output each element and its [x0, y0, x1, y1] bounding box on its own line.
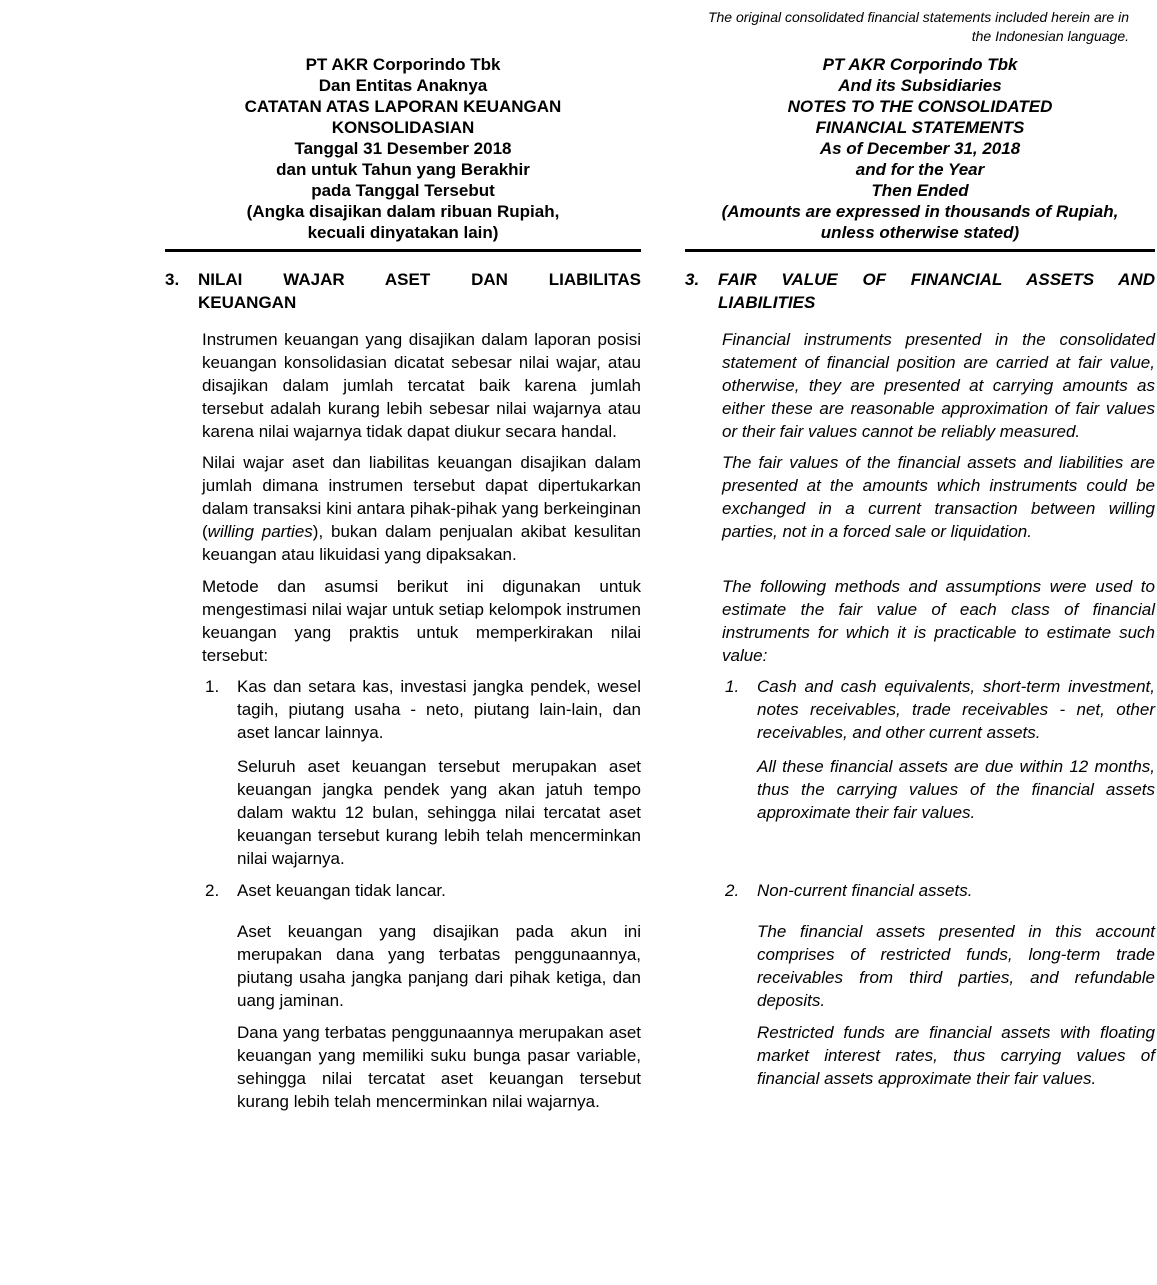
section-heading-indonesian: [165, 268, 641, 314]
list-item-1-subparagraph-row: [165, 755, 1157, 870]
header-line: PT AKR Corporindo Tbk: [822, 55, 1018, 74]
header-line: Then Ended: [871, 181, 969, 200]
header-line: PT AKR Corporindo Tbk: [305, 55, 501, 74]
paragraph-row-methods-assumptions: [165, 575, 1157, 667]
section-title: NILAI WAJAR ASET DAN LIABILITAS KEUANGAN: [198, 270, 641, 312]
language-notice-line: The original consolidated financial statements included herein are in: [707, 9, 1129, 25]
paragraph-row-carrying-amounts: [165, 328, 1157, 443]
header-line: FINANCIAL STATEMENTS: [815, 118, 1025, 137]
header-line: Dan Entitas Anaknya: [318, 76, 488, 95]
list-item-2-subparagraph-2-row: [165, 1021, 1157, 1113]
subparagraph-indonesian: Seluruh aset keuangan tersebut merupakan aset keuangan jangka pendek yang akan jatuh tempo dalam waktu 12 bulan, sehingga nilai tercatat aset keuangan tersebut kurang lebih telah mencerminkan nilai wajarnya.: [237, 757, 641, 868]
header-line: kecuali dinyatakan lain): [307, 223, 499, 242]
header-line: pada Tanggal Tersebut: [311, 181, 495, 200]
header-line: and for the Year: [855, 160, 985, 179]
list-item-english: 1. Cash and cash equivalents, short-term investment, notes receivables, trade receivables - net, other receivables, and other current assets.: [725, 677, 1155, 742]
paragraph-indonesian: Nilai wajar aset dan liabilitas keuangan disajikan dalam jumlah dimana instrumen tersebut dapat dipertukarkan dalam transaksi kini antara pihak-pihak yang berkeinginan (willing parties), bukan dalam penjualan akibat kesulitan keuangan atau likuidasi yang dipaksakan.: [202, 453, 641, 564]
list-item-english: 2. Non-current financial assets.: [725, 881, 973, 900]
section-title: FAIR VALUE OF FINANCIAL ASSETS AND LIABILITIES: [718, 270, 1155, 312]
list-number: 2.: [725, 881, 740, 900]
list-item-indonesian: 1. Kas dan setara kas, investasi jangka pendek, wesel tagih, piutang usaha - neto, piutang lain-lain, dan aset lancar lainnya.: [205, 677, 641, 742]
list-number: 1.: [205, 677, 220, 696]
subparagraph-indonesian: Aset keuangan yang disajikan pada akun ini merupakan dana yang terbatas penggunaannya, piutang usaha jangka panjang dari pihak ketiga, dan uang jaminan.: [237, 922, 641, 1010]
paragraph-indonesian: Metode dan asumsi berikut ini digunakan untuk mengestimasi nilai wajar untuk setiap kelompok instrumen keuangan yang praktis untuk memperkirakan nilai tersebut:: [202, 577, 641, 665]
header-indonesian: [165, 54, 641, 252]
header-line: Tanggal 31 Desember 2018: [294, 139, 512, 158]
section-heading-english: [685, 268, 1155, 314]
header-line: KONSOLIDASIAN: [331, 118, 475, 137]
subparagraph-english: Restricted funds are financial assets with floating market interest rates, thus carrying values of financial assets approximate their fair values.: [757, 1023, 1155, 1088]
list-number: 2.: [205, 881, 220, 900]
paragraph-english: The fair values of the financial assets and liabilities are presented at the amounts which instruments could be exchanged in a current transaction between willing parties, not in a forced sale or liquidation.: [722, 453, 1155, 541]
list-item-1-row: [165, 675, 1157, 744]
paragraph-row-willing-parties: [165, 451, 1157, 566]
language-notice-line: the Indonesian language.: [971, 28, 1129, 44]
section-number: 3.: [165, 270, 180, 289]
list-item-2-row: [165, 879, 1157, 902]
list-number: 1.: [725, 677, 740, 696]
list-item-2-subparagraph-1-row: [165, 920, 1157, 1012]
subparagraph-english: The financial assets presented in this account comprises of restricted funds, long-term trade receivables from third parties, and refundable deposits.: [757, 922, 1155, 1010]
section-number: 3.: [685, 270, 700, 289]
header-line: (Angka disajikan dalam ribuan Rupiah,: [246, 202, 560, 221]
header-line: CATATAN ATAS LAPORAN KEUANGAN: [244, 97, 562, 116]
list-item-indonesian: 2. Aset keuangan tidak lancar.: [205, 881, 446, 900]
subparagraph-indonesian: Dana yang terbatas penggunaannya merupakan aset keuangan yang memiliki suku bunga pasar variable, sehingga nilai tercatat aset keuangan tersebut kurang lebih telah mencerminkan nilai wajarnya.: [237, 1023, 641, 1111]
language-notice: [659, 8, 1129, 46]
emphasized-term: willing parties: [207, 522, 313, 541]
paragraph-english: Financial instruments presented in the consolidated statement of financial position are carried at fair value, otherwise, they are presented at carrying amounts as either these are reasonable approximation of fair values or their fair values cannot be reliably measured.: [722, 330, 1155, 441]
letterhead-row: [165, 54, 1157, 252]
header-line: NOTES TO THE CONSOLIDATED: [787, 97, 1053, 116]
header-line: unless otherwise stated): [820, 223, 1020, 242]
header-line: As of December 31, 2018: [819, 139, 1021, 158]
paragraph-english: The following methods and assumptions were used to estimate the fair value of each class of financial instruments for which it is practicable to estimate such value:: [722, 577, 1155, 665]
header-line: And its Subsidiaries: [838, 76, 1002, 95]
header-line: (Amounts are expressed in thousands of Rupiah,: [721, 202, 1119, 221]
section-heading-row: [165, 268, 1157, 314]
paragraph-indonesian: Instrumen keuangan yang disajikan dalam laporan posisi keuangan konsolidasian dicatat sebesar nilai wajar, atau disajikan dalam jumlah tercatat baik karena jumlah tersebut adalah kurang lebih sebesar nilai wajarnya atau karena nilai wajarnya tidak dapat diukur secara handal.: [202, 330, 641, 441]
header-line: dan untuk Tahun yang Berakhir: [276, 160, 530, 179]
header-english: [685, 54, 1155, 252]
subparagraph-english: All these financial assets are due within 12 months, thus the carrying values of the financial assets approximate their fair values.: [757, 757, 1155, 822]
